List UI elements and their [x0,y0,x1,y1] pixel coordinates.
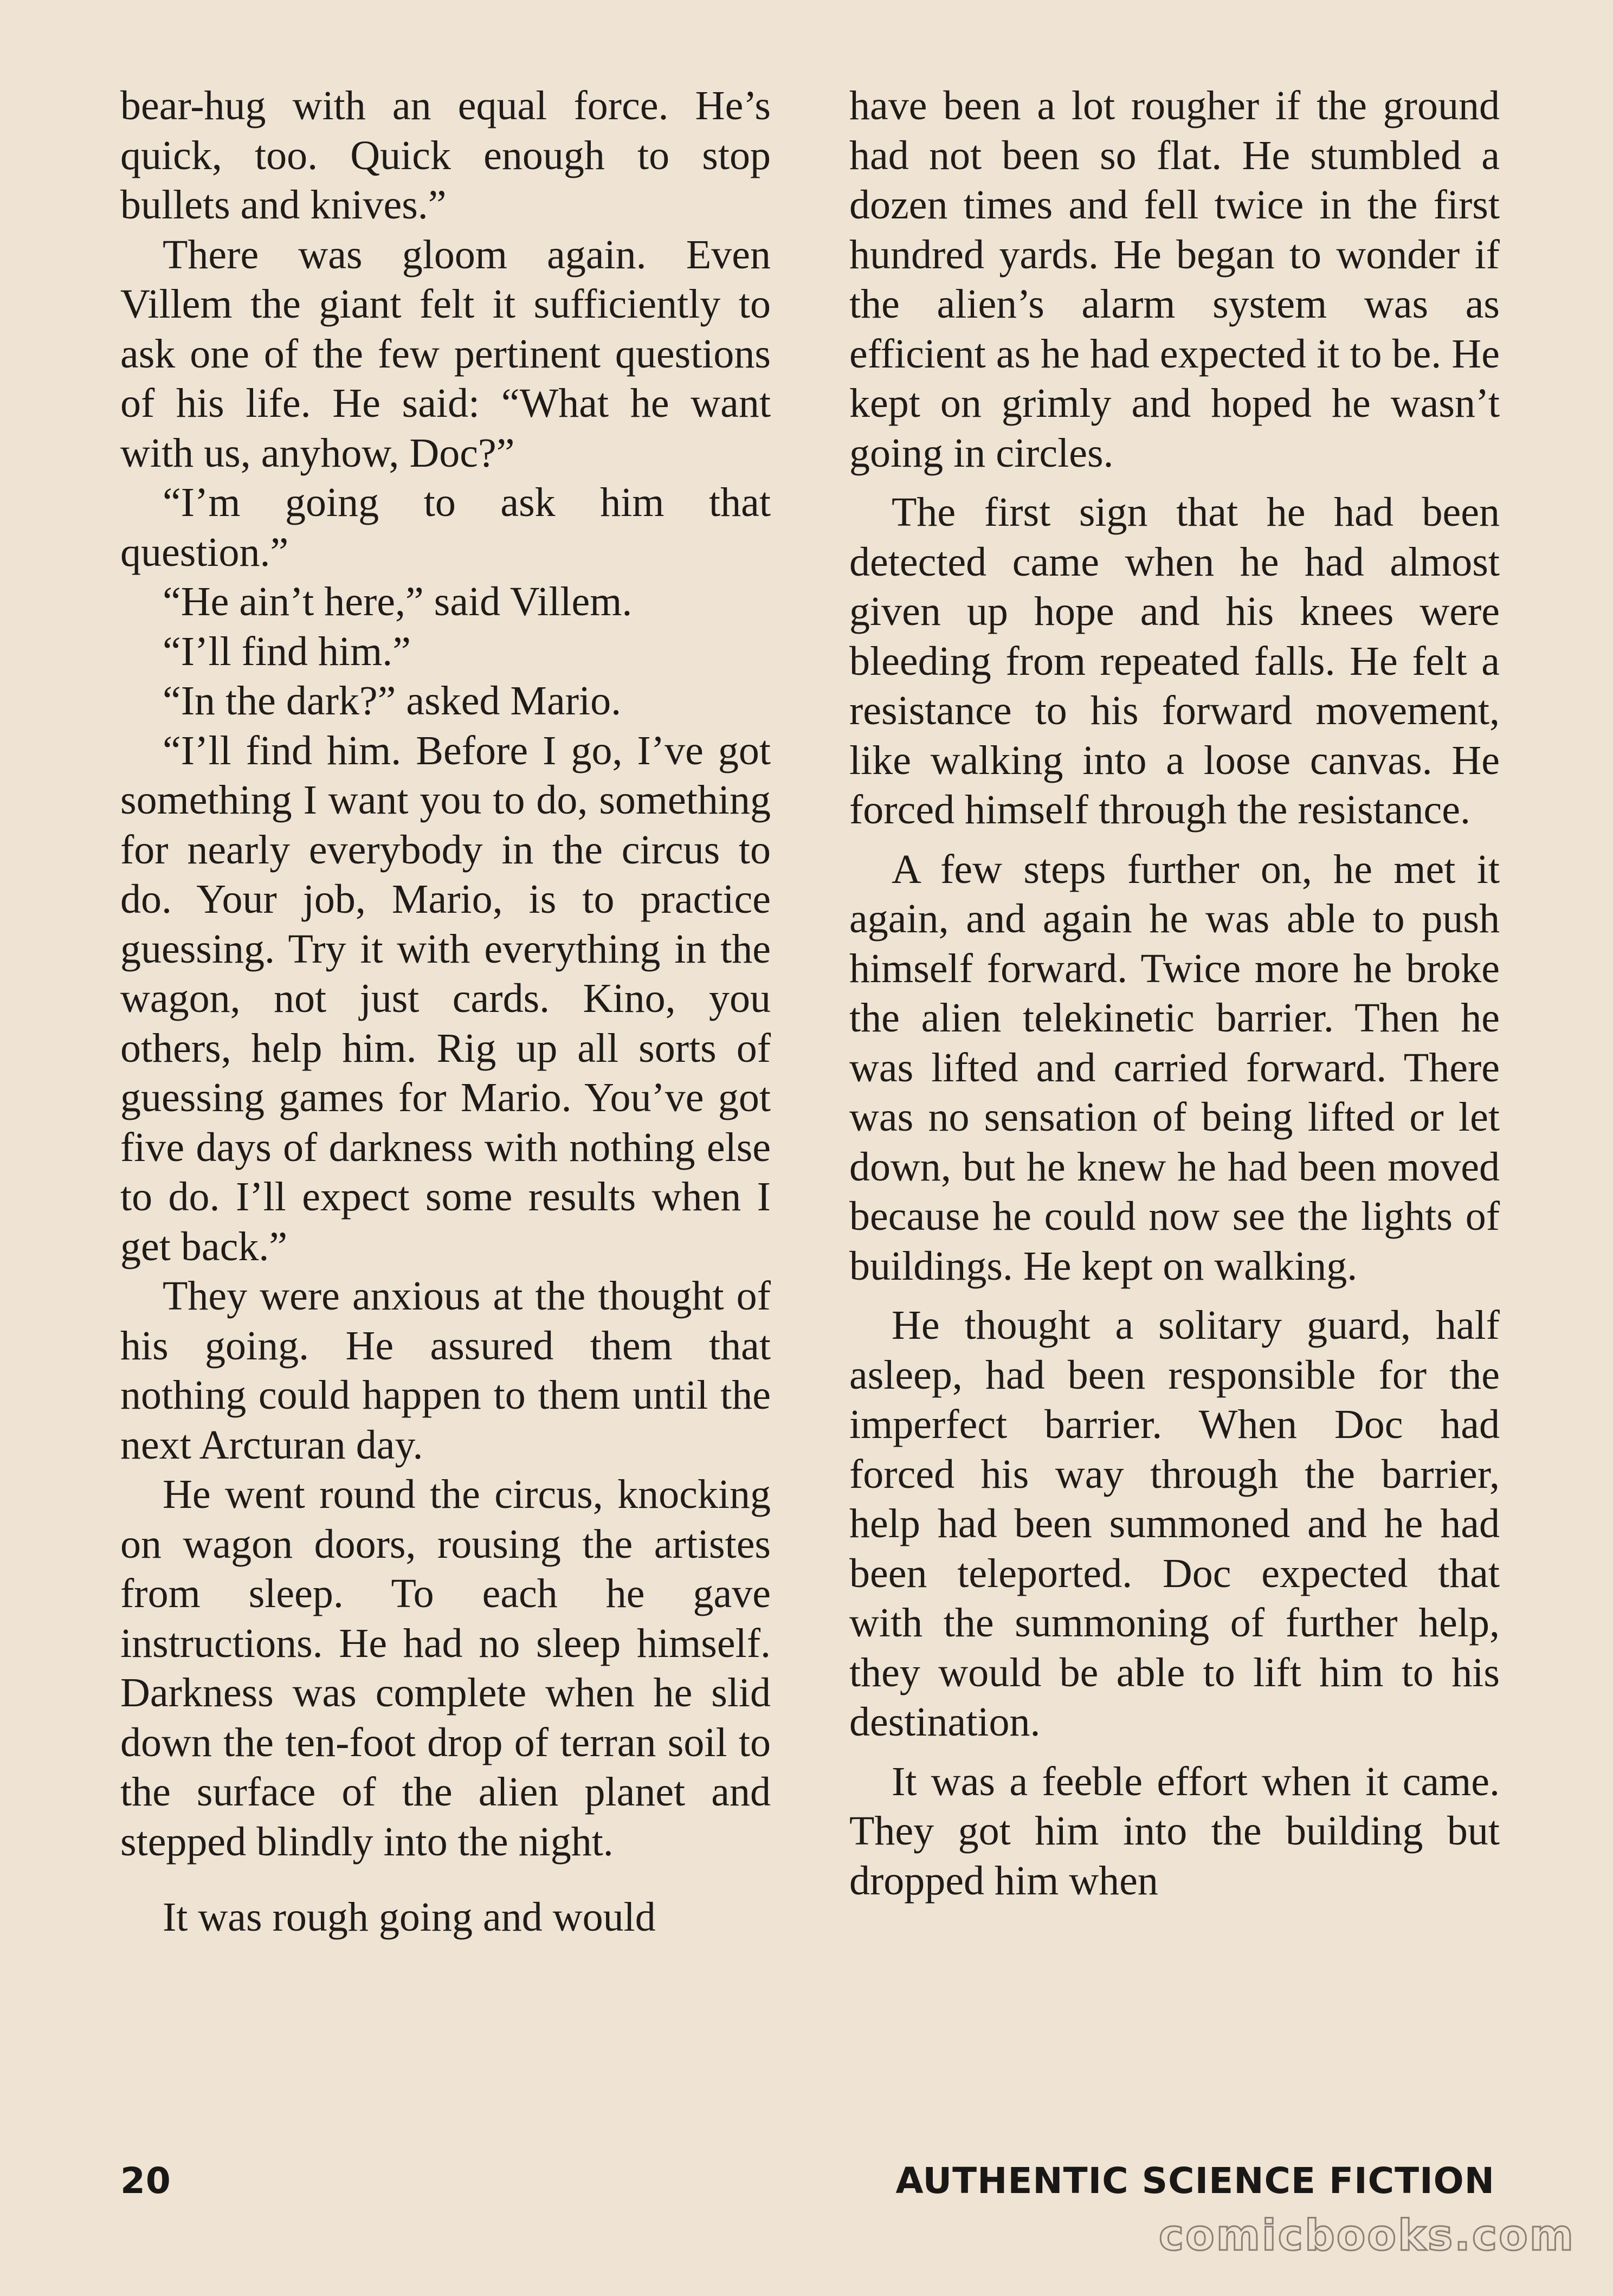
paragraph: There was gloom again. Even Villem the giant felt it sufficiently to ask one of the few pertinent questions of his life. He said: “What he want with us, anyhow, Doc?” [120,231,771,476]
paragraph: It was a feeble effort when it came. They got him into the building but dropped him when [849,1758,1500,1904]
paragraph: “In the dark?” asked Mario. [163,678,622,724]
paragraph: He went round the circus, knocking on wagon doors, rousing the artistes from sleep. To each he gave instructions. He had no sleep himself. Darkness was complete when he slid down the ten-foot drop of terran soil to the surface of the alien planet and stepped blindly into the night. [120,1472,771,1865]
paragraph: have been a lot rougher if the ground had not been so flat. He stumbled a dozen times and fell twice in the first hundred yards. He began to wonder if the alien’s alarm system was as efficient as he had expected it to be. He kept on grimly and hoped he wasn’t going in circles. [849,83,1500,476]
running-head: AUTHENTIC SCIENCE FICTION [895,2160,1495,2202]
paragraph: “I’m going to ask him that question.” [120,480,771,575]
paragraph: A few steps further on, he met it again, and again he was able to push himself forward. Twice more he broke the alien telekinetic barrier. Then he was lifted and carried forward. There was no sensation of being lifted or let down, but he knew he had been moved because he could now see the lights of buildings. He kept on walking. [849,846,1500,1289]
page-number: 20 [120,2160,171,2202]
paragraph: “I’ll find him.” [163,628,411,674]
paragraph: bear-hug with an equal force. He’s quick, too. Quick enough to stop bullets and knives.” [120,83,771,228]
paragraph: It was rough going and would [163,1894,656,1940]
watermark: comicbooks.com [1158,2211,1575,2260]
paragraph: He thought a solitary guard, half asleep, had been responsible for the imperfect barrier. When Doc had forced his way through the barrier, help had been summoned and he had been teleported. Doc expected that with the summoning of further help, they would be able to lift him to his destination. [849,1302,1500,1745]
left-column [120,81,771,1943]
paragraph: “He ain’t here,” said Villem. [163,579,633,624]
right-column [849,81,1500,1906]
paragraph: The first sign that he had been detected came when he had almost given up hope and his knees were bleeding from repeated falls. He felt a resistance to his forward movement, like walking into a loose canvas. He forced himself through the resistance. [849,489,1500,833]
paragraph: They were anxious at the thought of his going. He assured them that nothing could happen to them until the next Arcturan day. [120,1273,771,1468]
paragraph: “I’ll find him. Before I go, I’ve got something I want you to do, something for nearly everybody in the circus to do. Your job, Mario, is to practice guessing. Try it with everything in the wagon, not just cards. Kino, you others, help him. Rig up all sorts of guessing games for Mario. You’ve got five days of darkness with nothing else to do. I’ll expect some results when I get back.” [120,727,771,1269]
